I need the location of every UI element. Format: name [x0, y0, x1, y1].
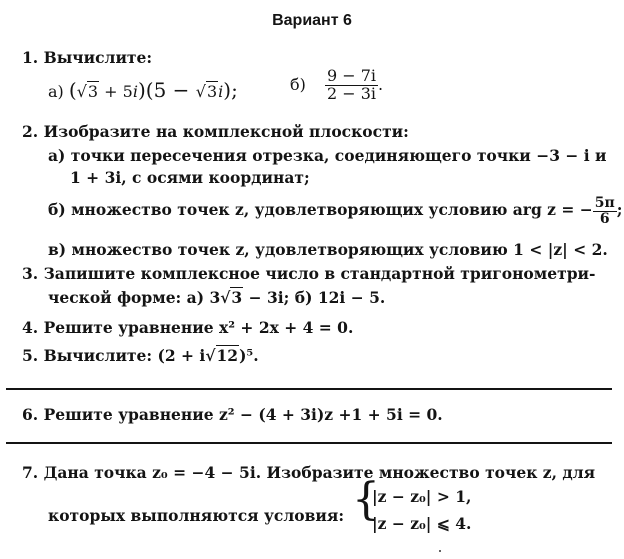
task-7-condition-2: |z − z₀| ⩽ 4. [372, 514, 472, 533]
task-1b-fraction [325, 68, 378, 103]
task-1a-plus: + 5 [99, 82, 133, 101]
task-1a-label: а) [48, 82, 64, 101]
task-3-number: 3. [22, 264, 39, 283]
task-6-number: 6. [22, 405, 39, 424]
sqrt-12: √12 [205, 346, 239, 365]
task-2b-numerator: 5π [594, 195, 615, 211]
task-2b [48, 196, 623, 226]
task-3-text-post: − 3i; б) 12i − 5. [243, 288, 386, 307]
task-2b-end: ; [616, 200, 623, 220]
system-brace: { [352, 474, 380, 525]
task-5-text-pre: Вычислите: (2 + i [43, 346, 206, 365]
task-3-line2 [48, 288, 385, 307]
task-1b-numerator: 9 − 7i [326, 66, 377, 85]
task-2c: в) множество точек z, удовлетворяющих условию 1 < |z| < 2. [48, 240, 608, 259]
task-5 [22, 346, 259, 365]
task-1a-open: ( [68, 78, 77, 102]
task-1a-i: i [132, 82, 138, 101]
task-1a [48, 78, 238, 102]
task-2b-denominator: 6 [599, 210, 610, 227]
page-title: Вариант 6 [272, 12, 352, 29]
task-7-line2: которых выполняются условия: [48, 506, 345, 525]
task-5-text-post: )⁵. [239, 346, 259, 365]
task-1a-close: ); [223, 78, 238, 102]
task-1-text: Вычислите: [43, 48, 153, 67]
task-3-text-pre: ческой форме: а) 3 [48, 288, 221, 307]
task-1a-i2: i [218, 82, 224, 101]
task-2-heading [22, 122, 409, 141]
task-1-number: 1. [22, 48, 39, 67]
task-2-text: Изобразите на комплексной плоскости: [43, 122, 409, 141]
task-6 [22, 405, 443, 424]
task-1b [290, 68, 383, 103]
task-4-text: Решите уравнение x² + 2x + 4 = 0. [43, 318, 354, 337]
task-1b-denominator: 2 − 3i [326, 83, 377, 103]
task-1b-label: б) [290, 74, 306, 94]
task-3-text: Запишите комплексное число в стандартной тригонометри- [43, 264, 596, 283]
task-2-number: 2. [22, 122, 39, 141]
task-1b-end: . [378, 74, 384, 94]
task-4-number: 4. [22, 318, 39, 337]
task-2a-line1: а) точки пересечения отрезка, соединяющего точки −3 − i и [48, 146, 607, 165]
task-5-number: 5. [22, 346, 39, 365]
sqrt-3-c: √3 [220, 288, 243, 307]
task-1-heading [22, 48, 152, 67]
task-4 [22, 318, 353, 337]
task-2a-line2: 1 + 3i, с осями координат; [70, 168, 310, 187]
sqrt-3-b: √3 [195, 82, 218, 101]
task-3-line1 [22, 264, 595, 283]
task-6-text: Решите уравнение z² − (4 + 3i)z +1 + 5i = 0. [43, 405, 443, 424]
task-1a-mid: )(5 − [137, 78, 196, 102]
task-2b-text: б) множество точек z, удовлетворяющих условию arg z = − [48, 200, 593, 220]
sqrt-3-a: √3 [76, 82, 99, 101]
task-7-text: Дана точка z₀ = −4 − 5i. Изобразите множество точек z, для [43, 463, 596, 482]
task-7-number: 7. [22, 463, 39, 482]
task-7-condition-1: |z − z₀| > 1, [372, 487, 472, 506]
divider-2 [6, 442, 612, 444]
divider-1 [6, 388, 612, 390]
task-2b-fraction [593, 196, 617, 226]
task-7-line1 [22, 463, 595, 482]
scan-speck [439, 550, 441, 552]
